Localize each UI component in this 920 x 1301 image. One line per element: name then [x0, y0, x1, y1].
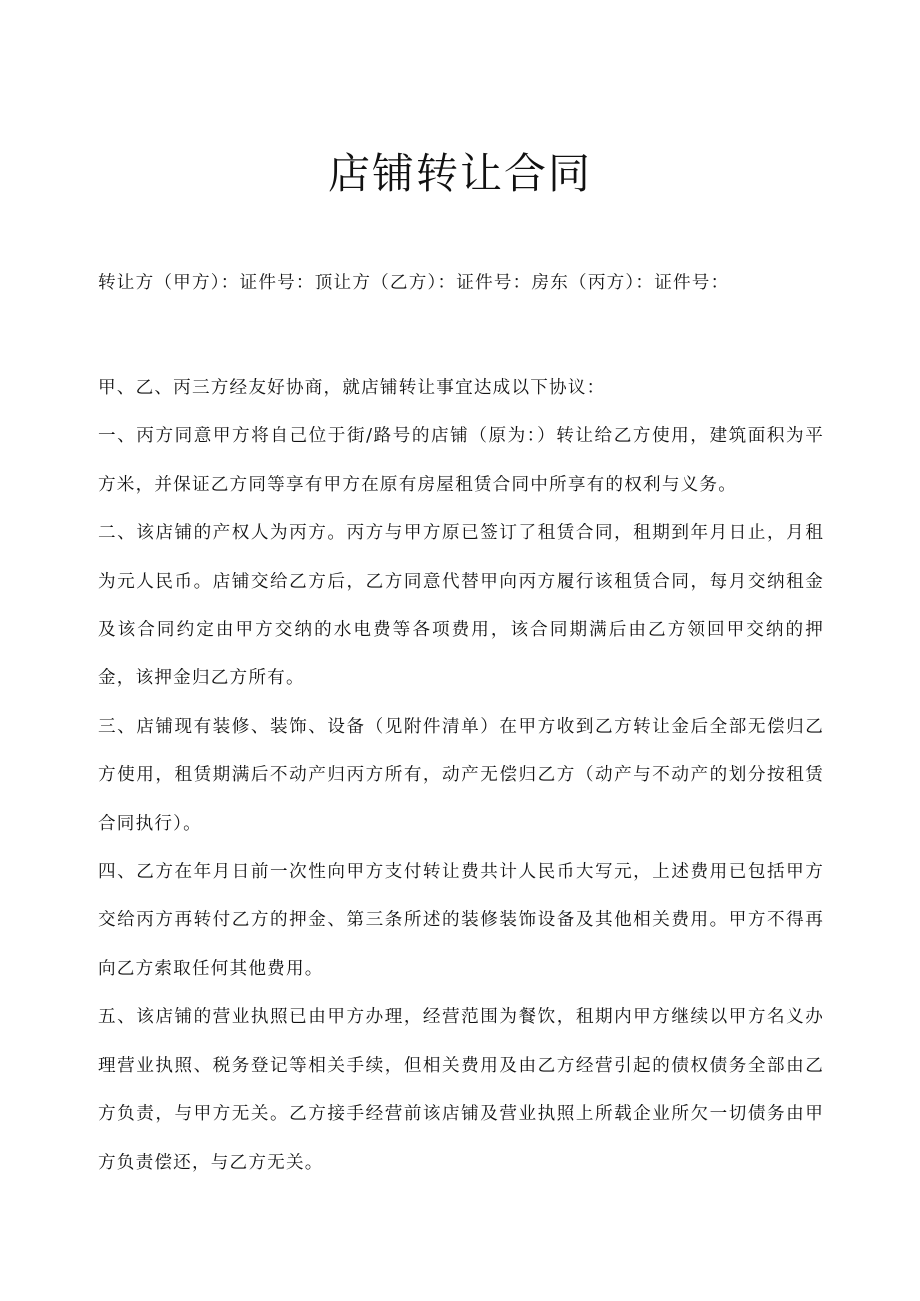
clause-4-paragraph: 四、乙方在年月日前一次性向甲方支付转让费共计人民币大写元，上述费用已包括甲方交给丙方再转付乙方的押金、第三条所述的装修装饰设备及其他相关费用。甲方不得再向乙方索取任何其他费用。: [98, 862, 824, 979]
intro-paragraph: 甲、乙、丙三方经友好协商，就店铺转让事宜达成以下协议：: [98, 378, 606, 398]
clause-3-paragraph: 三、店铺现有装修、装饰、设备（见附件清单）在甲方收到乙方转让金后全部无偿归乙方使用，租赁期满后不动产归丙方所有，动产无偿归乙方（动产与不动产的划分按租赁合同执行）。: [98, 716, 824, 834]
contract-body: [98, 364, 824, 1187]
clause-1-paragraph: 一、丙方同意甲方将自己位于街/路号的店铺（原为：）转让给乙方使用，建筑面积为平方米，并保证乙方同等享有甲方在原有房屋租赁合同中所享有的权利与义务。: [98, 426, 824, 495]
clause-5-paragraph: 五、该店铺的营业执照已由甲方办理，经营范围为餐饮，租期内甲方继续以甲方名义办理营业执照、税务登记等相关手续，但相关费用及由乙方经营引起的债权债务全部由乙方负责，与甲方无关。乙方接手经营前该店铺及营业执照上所载企业所欠一切债务由甲方负责偿还，与乙方无关。: [98, 1007, 824, 1173]
parties-line: 转让方（甲方）：证件号：顶让方（乙方）：证件号：房东（丙方）：证件号：: [98, 273, 730, 293]
clause-2-paragraph: 二、该店铺的产权人为丙方。丙方与甲方原已签订了租赁合同，租期到年月日止，月租为元人民币。店铺交给乙方后，乙方同意代替甲向丙方履行该租赁合同，每月交纳租金及该合同约定由甲方交纳的水电费等各项费用，该合同期满后由乙方领回甲交纳的押金，该押金归乙方所有。: [98, 523, 824, 689]
document-title: 店铺转让合同: [327, 149, 592, 198]
